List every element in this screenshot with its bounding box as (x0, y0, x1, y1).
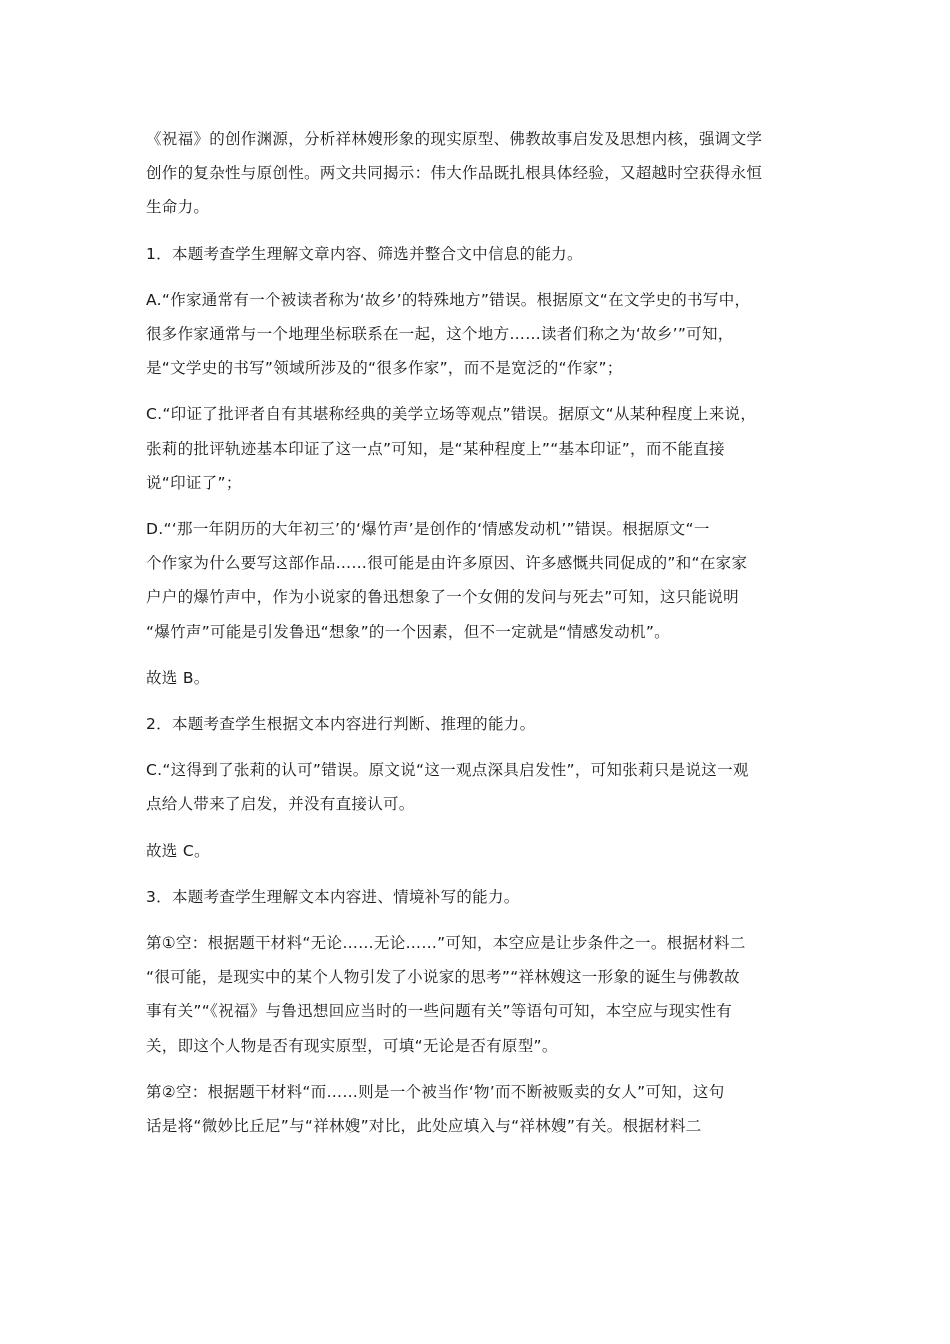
text-line: 个作家为什么要写这部作品……很可能是由许多原因、许多感慨共同促成的”和“在家家 (146, 554, 748, 573)
paragraph-summary (146, 122, 816, 225)
text-line: 说“印证了”； (146, 473, 242, 492)
paragraph-q3-blank-1 (146, 926, 816, 1063)
text-line: 张莉的批评轨迹基本印证了这一点”可知，是“某种程度上”“基本印证”，而不能直接 (146, 439, 725, 458)
paragraph-q1-option-c (146, 397, 816, 500)
text-line: 关，即这个人物是否有现实原型，可填“无论是否有原型”。 (146, 1036, 558, 1055)
text-line: A.“作家通常有一个被读者称为‘故乡’的特殊地方”错误。根据原文“在文学史的书写中， (146, 290, 751, 309)
text-line: D.“‘那一年阴历的大年初三’的‘爆竹声’是创作的‘情感发动机’”错误。根据原文“一 (146, 520, 710, 539)
text-line: 第①空：根据题干材料“无论……无论……”可知，本空应是让步条件之一。根据材料二 (146, 934, 746, 953)
paragraph-q1-option-a (146, 283, 816, 386)
text-line: 1．本题考查学生理解文章内容、筛选并整合文中信息的能力。 (146, 244, 583, 263)
text-line: 创作的复杂性与原创性。两文共同揭示：伟大作品既扎根具体经验，又超越时空获得永恒 (146, 164, 763, 183)
paragraph-q1-option-d (146, 512, 816, 649)
paragraph-q1-answer (146, 661, 816, 695)
text-line: 户户的爆竹声中，作为小说家的鲁迅想象了一个女佣的发问与死去”可知，这只能说明 (146, 588, 739, 607)
text-line: 是“文学史的书写”领域所涉及的“很多作家”，而不是宽泛的“作家”； (146, 359, 623, 378)
text-line: 3．本题考查学生理解文本内容进、情境补写的能力。 (146, 887, 520, 906)
text-line: 故选 B。 (146, 668, 210, 687)
paragraph-q1-heading (146, 237, 816, 271)
text-line: 第②空：根据题干材料“而……则是一个被当作‘物’而不断被贩卖的女人”可知，这句 (146, 1082, 725, 1101)
text-line: 话是将“微妙比丘尼”与“祥林嫂”对比，此处应填入与“祥林嫂”有关。根据材料二 (146, 1117, 702, 1136)
text-line: 生命力。 (146, 198, 210, 217)
text-line: 故选 C。 (146, 841, 210, 860)
paragraph-q2-option-c (146, 753, 816, 821)
text-line: “很可能，是现实中的某个人物引发了小说家的思考”“祥林嫂这一形象的诞生与佛教故 (146, 968, 740, 987)
text-line: 很多作家通常与一个地理坐标联系在一起，这个地方……读者们称之为‘故乡’”可知， (146, 325, 734, 344)
document-body (146, 122, 816, 1155)
text-line: C.“这得到了张莉的认可”错误。原文说“这一观点深具启发性”，可知张莉只是说这一观 (146, 761, 749, 780)
text-line: 《祝福》的创作渊源，分析祥林嫂形象的现实原型、佛教故事启发及思想内核，强调文学 (146, 130, 763, 148)
text-line: 点给人带来了启发，并没有直接认可。 (146, 795, 415, 814)
text-line: C.“印证了批评者自有其堪称经典的美学立场等观点”错误。据原文“从某种程度上来说， (146, 405, 757, 424)
paragraph-q2-heading (146, 707, 816, 741)
text-line: 事有关”“《祝福》与鲁迅想回应当时的一些问题有关”等语句可知，本空应与现实性有 (146, 1002, 733, 1021)
text-line: “爆竹声”可能是引发鲁迅“想象”的一个因素，但不一定就是“情感发动机”。 (146, 622, 670, 641)
text-line: 2．本题考查学生根据文本内容进行判断、推理的能力。 (146, 715, 536, 734)
paragraph-q3-blank-2 (146, 1075, 816, 1143)
paragraph-q2-answer (146, 834, 816, 868)
paragraph-q3-heading (146, 880, 816, 914)
